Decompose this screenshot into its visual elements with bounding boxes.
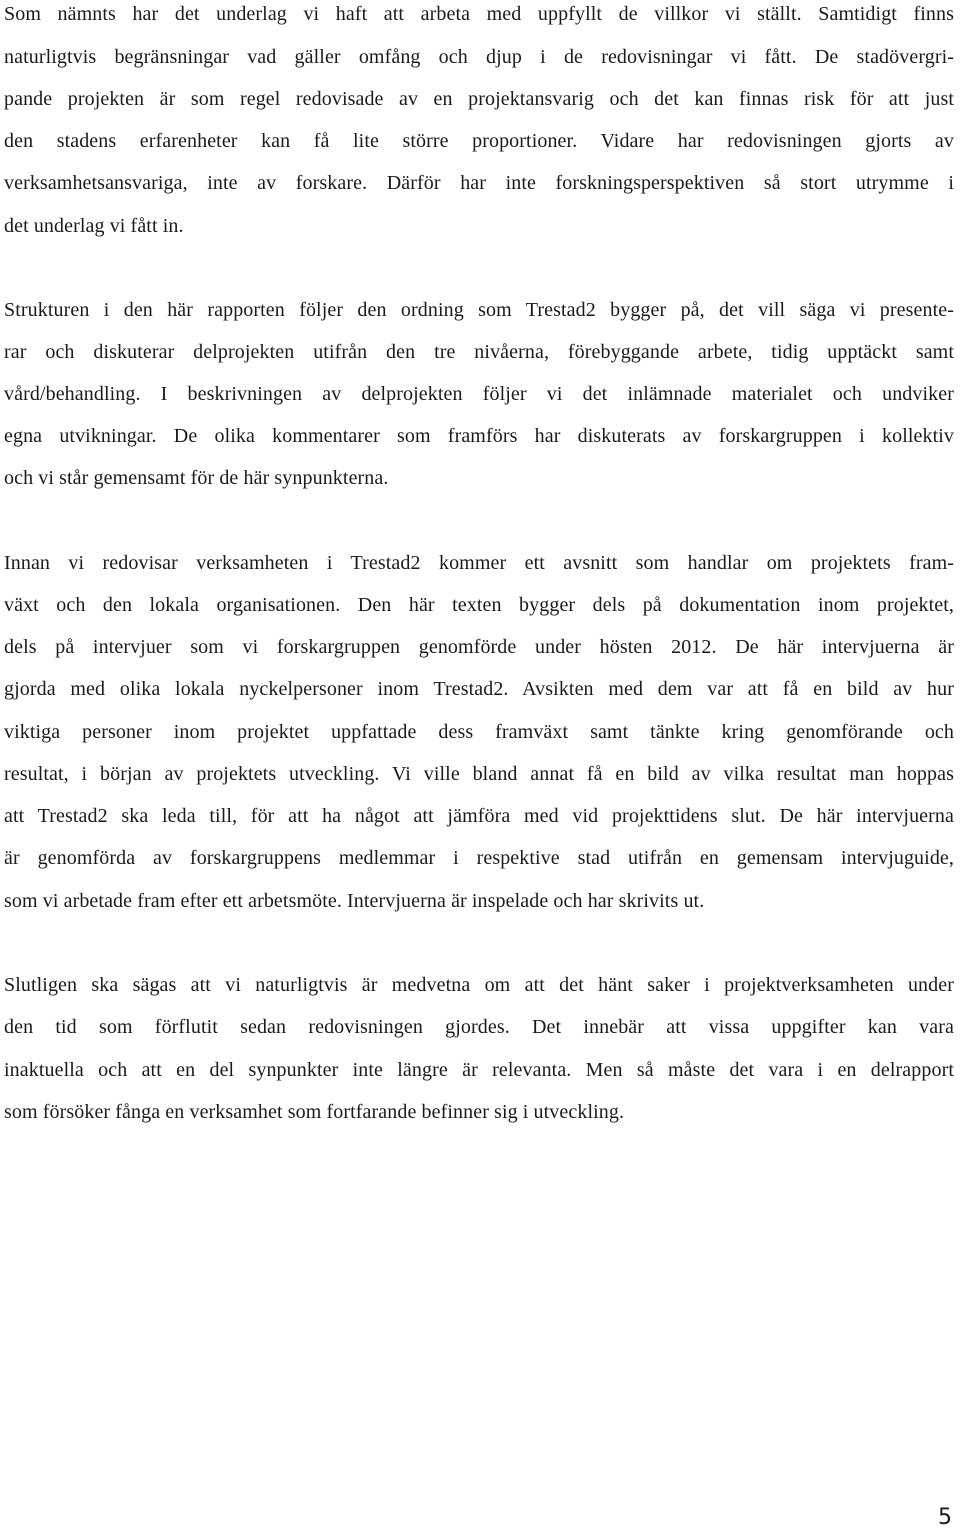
text-line: resultat, i början av projektets utveckling. Vi ville bland annat få en bild av vilka resultat man hoppas bbox=[4, 763, 954, 785]
text-line: Slutligen ska sägas att vi naturligtvis är medvetna om att det hänt saker i projektverksamheten under bbox=[4, 974, 954, 996]
text-line: som vi arbetade fram efter ett arbetsmöte. Intervjuerna är inspelade och har skrivits ut. bbox=[4, 890, 705, 912]
text-line: Innan vi redovisar verksamheten i Trestad2 kommer ett avsnitt som handlar om projektets fram- bbox=[4, 552, 954, 574]
text-line: Som nämnts har det underlag vi haft att arbeta med uppfyllt de villkor vi ställt. Samtidigt finns bbox=[4, 3, 954, 25]
text-line: pande projekten är som regel redovisade av en projektansvarig och det kan finnas risk för att just bbox=[4, 88, 954, 110]
text-line: dels på intervjuer som vi forskargruppen genomförde under hösten 2012. De här intervjuerna är bbox=[4, 636, 954, 658]
text-line: egna utvikningar. De olika kommentarer som framförs har diskuterats av forskargruppen i kollektiv bbox=[4, 425, 954, 447]
text-line: är genomförda av forskargruppens medlemmar i respektive stad utifrån en gemensam intervjuguide, bbox=[4, 847, 954, 869]
text-line: gjorda med olika lokala nyckelpersoner inom Trestad2. Avsikten med dem var att få en bild av hur bbox=[4, 678, 954, 700]
text-line: det underlag vi fått in. bbox=[4, 215, 184, 237]
text-line: att Trestad2 ska leda till, för att ha något att jämföra med vid projekttidens slut. De här intervjuerna bbox=[4, 805, 954, 827]
page-number: 5 bbox=[938, 1505, 952, 1530]
text-line: vård/behandling. I beskrivningen av delprojekten följer vi det inlämnade materialet och undviker bbox=[4, 383, 954, 405]
text-line: växt och den lokala organisationen. Den här texten bygger dels på dokumentation inom projektet, bbox=[4, 594, 954, 616]
text-line: den stadens erfarenheter kan få lite större proportioner. Vidare har redovisningen gjorts av bbox=[4, 130, 954, 152]
text-line: som försöker fånga en verksamhet som fortfarande befinner sig i utveckling. bbox=[4, 1101, 625, 1123]
text-line: den tid som förflutit sedan redovisningen gjordes. Det innebär att vissa uppgifter kan vara bbox=[4, 1016, 954, 1038]
text-line: viktiga personer inom projektet uppfattade dess framväxt samt tänkte kring genomförande och bbox=[4, 721, 954, 743]
text-line: och vi står gemensamt för de här synpunkterna. bbox=[4, 467, 389, 489]
text-line: Strukturen i den här rapporten följer den ordning som Trestad2 bygger på, det vill säga vi presente- bbox=[4, 299, 954, 321]
text-line: naturligtvis begränsningar vad gäller omfång och djup i de redovisningar vi fått. De stadövergri- bbox=[4, 46, 954, 68]
text-line: inaktuella och att en del synpunkter inte längre är relevanta. Men så måste det vara i en delrapport bbox=[4, 1059, 954, 1081]
text-line: verksamhetsansvariga, inte av forskare. Därför har inte forskningsperspektiven så stort utrymme i bbox=[4, 172, 954, 194]
text-line: rar och diskuterar delprojekten utifrån den tre nivåerna, förebyggande arbete, tidig upptäckt samt bbox=[4, 341, 954, 363]
